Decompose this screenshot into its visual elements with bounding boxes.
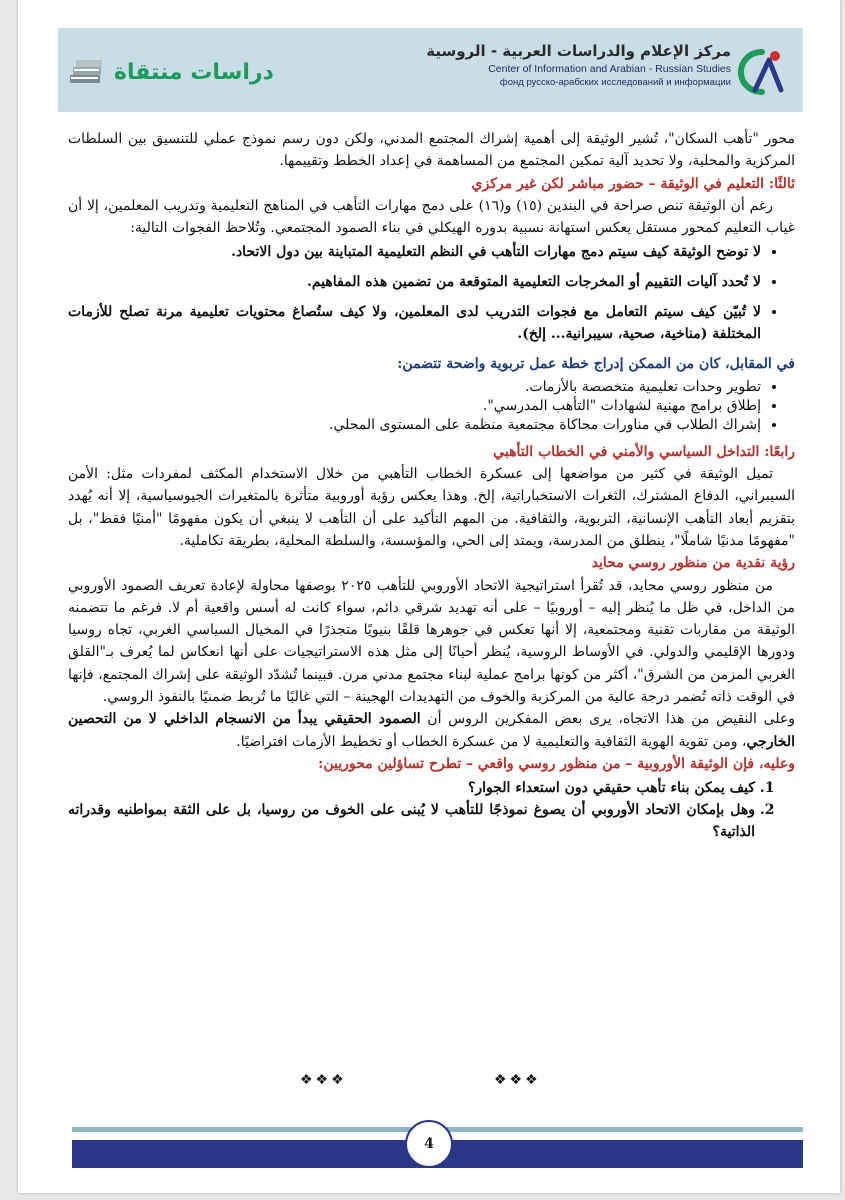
list-item: • لا تُحدد آليات التقييم أو المخرجات التعليمية المتوقعة من تضمين هذه المفاهيم. — [68, 271, 761, 293]
org-name-russian: фонд русско-арабских исследований и информации — [499, 77, 731, 88]
brand-title: دراسات منتقاة — [114, 59, 274, 85]
list-item: • لا توضح الوثيقة كيف سيتم دمج مهارات التأهب في النظم التعليمية المتباينة بين دول الاتحاد. — [68, 241, 761, 263]
conclusion-heading: وعليه، فإن الوثيقة الأوروبية – من منظور روسي واقعي – تطرح تساؤلين محوريين: — [318, 755, 795, 772]
org-logo-icon — [735, 44, 789, 98]
article-body — [68, 128, 795, 843]
page-number: 4 — [405, 1120, 453, 1168]
separator-ornament: ❖❖❖ — [300, 1072, 347, 1088]
alternatives-list — [68, 378, 795, 435]
brand-block — [68, 52, 274, 92]
counter-text-bold: الصمود الحقيقي يبدأ من الانسجام الداخلي لا من التحصين الخارجي — [68, 711, 795, 750]
page — [18, 0, 840, 1193]
list-item: • تطوير وحدات تعليمية متخصصة بالأزمات. — [68, 378, 761, 397]
org-name-english: Center of Information and Arabian - Russian Studies — [488, 63, 731, 75]
page-header — [58, 28, 803, 112]
list-item: • لا تُبيّن كيف سيتم التعامل مع فجوات التدريب لدى المعلمين، ولا كيف ستُصاغ محتويات تعليمية مرنة تصلح للأزمات المختلفة (مناخية، صحية، سيبرانية... إلخ). — [68, 301, 761, 345]
org-name-arabic: مركز الإعلام والدراسات العربية - الروسية — [426, 42, 731, 60]
education-paragraph: رغم أن الوثيقة تنص صراحة في البندين (١٥) و(١٦) على دمج مهارات التأهب في المناهج التعليمية وتدريب المعلمين، إلا أن غياب التعليم كمحور مستقل يعكس استهانة نسبية بدوره الهيكلي في بناء الصمود المجتمعي. وتُلاحظ الفجوات التالية: — [68, 197, 795, 237]
section-heading-russian-view: رؤية نقدية من منظور روسي محايد — [591, 555, 795, 572]
list-item: • إشراك الطلاب في مناورات محاكاة مجتمعية منظمة على المستوى المحلي. — [68, 416, 761, 435]
alternatives-heading: في المقابل، كان من الممكن إدراج خطة عمل تربوية واضحة تتضمن: — [397, 356, 795, 373]
counter-text-end: ، ومن تقوية الهوية الثقافية والتعليمية لا من عسكرة الخطاب أو تخطيط الأزمات افتراضيًا. — [236, 733, 747, 750]
list-item: 1. كيف يمكن بناء تأهب حقيقي دون استعداء الجوار؟ — [68, 777, 755, 799]
list-item: 2. وهل بإمكان الاتحاد الأوروبي أن يصوغ نموذجًا للتأهب لا يُبنى على الخوف من روسيا، بل على الثقة بمواطنيه وقدراته الذاتية؟ — [68, 799, 755, 843]
intro-paragraph: محور "تأهب السكان"، تُشير الوثيقة إلى أهمية إشراك المجتمع المدني، ولكن دون رسم نموذج عملي للتنسيق بين السلطات المركزية والمحلية، ولا تحديد آلية تمكين المجتمع من المساهمة في إعداد الخطط وتقييمها. — [68, 131, 795, 170]
organization-block — [426, 42, 789, 102]
russian-view-paragraph: من منظور روسي محايد، قد تُقرأ استراتيجية الاتحاد الأوروبي للتأهب ٢٠٢٥ بوصفها محاولة لإعادة تعريف الصمود الأوروبي من الداخل، في ظل ما يُنظر إليه – أوروبيًا – على أنه تهديد شرقي دائم، سواء كانت له أسس واقعية أم لا. فرغم ما تتضمنه الوثيقة من مقاربات تقنية ومجتمعية، إلا أنها تعكس في جوهرها قلقًا بنيويًا متجذرًا في المخيال السياسي الغربي، تجاه روسيا ودورها الإقليمي والدولي. في الأوساط الروسية، يُنظر أحيانًا إلى مثل هذه الاستراتيجيات على أنها انعكاس لما يُعرف بـ"القلق الغربي المزمن من الشرق"، أكثر من كونها برامج عملية لبناء مجتمع مدني مرن. فبينما تُشدّد الوثيقة على إشراك المجتمع، فإنها في الوقت ذاته تُضمر درجة عالية من المركزية والخوف من التهديدات الهجينة – التي غالبًا ما تُربط ضمنيًا بالنفوذ الروسي. — [68, 577, 795, 706]
counter-text-start: وعلى النقيض من هذا الاتجاه، يرى بعض المفكرين الروس أن — [420, 711, 796, 728]
politics-paragraph: تميل الوثيقة في كثير من مواضعها إلى عسكرة الخطاب التأهبي من خلال الاستخدام المكثف لمفردات مثل: الأمن السيبراني، الدفاع المشترك، الثغرات الاستخباراتية، إلخ. وهذا يعكس رؤية أوروبية متأثرة بالمتغيرات الجيوسياسية، إلا أنه يُهدد بتقزيم أبعاد التأهب الإنسانية، التربوية، والثقافية. من المهم التأكيد على أن التأهب لا ينبغي أن يكون مفهومًا "أمنيًا فقط"، بل "مفهومًا مدنيًا شاملًا"، ينطلق من المدرسة، ويمتد إلى الحي، والمؤسسة، والسلطة المحلية، بطريقة تكاملية. — [68, 466, 795, 549]
counter-paragraph — [68, 708, 795, 753]
section-heading-education: ثالثًا: التعليم في الوثيقة – حضور مباشر لكن غير مركزي — [471, 175, 795, 192]
separator-ornament: ❖❖❖ — [494, 1072, 541, 1088]
section-heading-politics: رابعًا: التداخل السياسي والأمني في الخطاب التأهبي — [493, 443, 795, 460]
questions-list — [68, 777, 795, 843]
list-item: • إطلاق برامج مهنية لشهادات "التأهب المدرسي". — [68, 397, 761, 416]
book-stack-icon — [68, 57, 106, 87]
gaps-list — [68, 241, 795, 345]
